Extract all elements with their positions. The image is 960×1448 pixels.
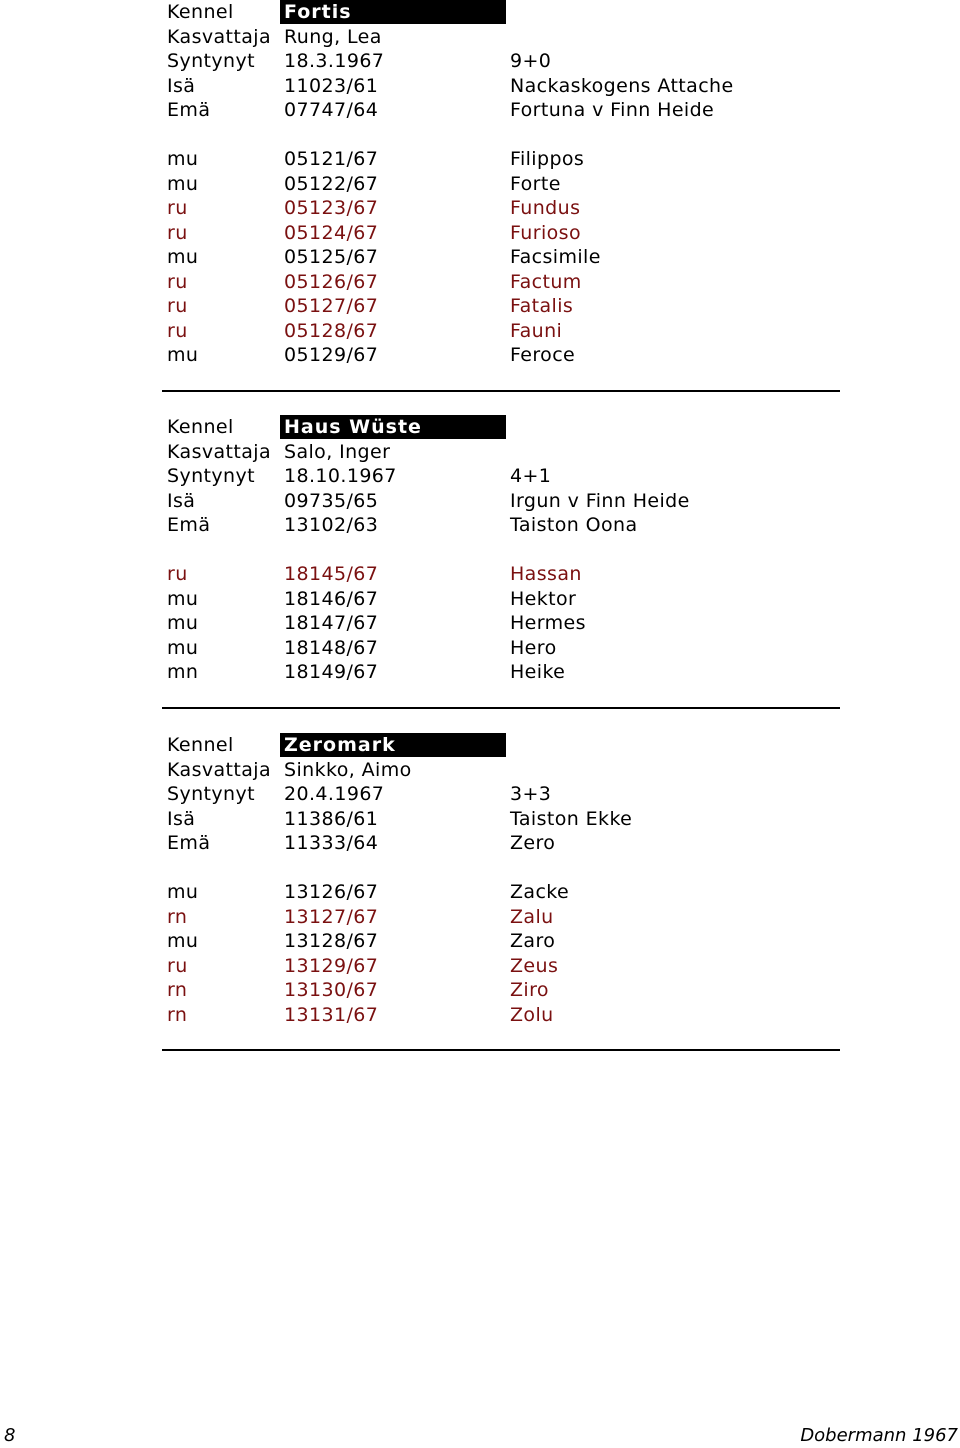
- dam-reg: 07747/64: [284, 99, 379, 121]
- pup-reg: 05128/67: [284, 319, 379, 342]
- born-label: Syntynyt: [167, 783, 255, 805]
- pup-row: [167, 978, 840, 1003]
- dam-row: [167, 98, 840, 123]
- pup-color: mu: [167, 930, 199, 952]
- pup-row: [167, 880, 840, 905]
- pup-row: [167, 562, 840, 587]
- kennel-label: Kennel: [167, 416, 234, 438]
- kennel-row: [167, 733, 840, 758]
- pup-color: mu: [167, 612, 199, 634]
- sire-reg: 09735/65: [284, 489, 379, 512]
- pup-reg: 13127/67: [284, 905, 379, 928]
- dam-label: Emä: [167, 514, 211, 536]
- dam-label: Emä: [167, 99, 211, 121]
- breeder-name: Salo, Inger: [284, 440, 391, 463]
- pup-row: [167, 660, 840, 685]
- born-date: 20.4.1967: [284, 783, 385, 805]
- sire-label: Isä: [167, 74, 196, 97]
- pup-row: [167, 929, 840, 954]
- litter-fortis: [167, 0, 840, 368]
- dam-name: Zero: [510, 832, 556, 854]
- spacer: [167, 538, 840, 563]
- pup-reg: 13128/67: [284, 930, 379, 952]
- pup-name: Zolu: [510, 1003, 554, 1026]
- born-row: [167, 464, 840, 489]
- dam-reg: 13102/63: [284, 514, 379, 536]
- sire-label: Isä: [167, 807, 196, 830]
- sire-row: [167, 74, 840, 99]
- breeder-row: [167, 758, 840, 783]
- pup-name: Zacke: [510, 881, 570, 903]
- born-row: [167, 49, 840, 74]
- breeder-label: Kasvattaja: [167, 440, 272, 463]
- pup-name: Ziro: [510, 979, 549, 1001]
- pup-reg: 05122/67: [284, 172, 379, 195]
- dam-reg: 11333/64: [284, 832, 379, 854]
- pup-row: [167, 245, 840, 270]
- dam-row: [167, 513, 840, 538]
- pup-row: [167, 587, 840, 612]
- pup-name: Hektor: [510, 587, 577, 610]
- section-rule: [162, 390, 840, 392]
- kennel-label: Kennel: [167, 1, 234, 23]
- spacer: [167, 123, 840, 148]
- pup-color: mu: [167, 636, 199, 659]
- pup-color: ru: [167, 221, 188, 244]
- pup-name: Furioso: [510, 221, 581, 244]
- pup-row: [167, 196, 840, 221]
- pup-reg: 05127/67: [284, 295, 379, 317]
- pup-reg: 05125/67: [284, 246, 379, 268]
- footer-title: Dobermann 1967: [800, 1425, 958, 1446]
- pup-name: Heike: [510, 661, 566, 683]
- pup-row: [167, 1003, 840, 1028]
- breeder-row: [167, 25, 840, 50]
- pup-color: rn: [167, 1003, 188, 1026]
- pup-reg: 18148/67: [284, 636, 379, 659]
- breeder-name: Sinkko, Aimo: [284, 758, 412, 781]
- pup-color: ru: [167, 563, 188, 585]
- litter-count: 3+3: [510, 783, 552, 805]
- pup-row: [167, 270, 840, 295]
- pup-row: [167, 611, 840, 636]
- pup-name: Zaro: [510, 930, 556, 952]
- kennel-name: Fortis: [280, 0, 506, 24]
- sire-reg: 11386/61: [284, 807, 379, 830]
- kennel-name: Zeromark: [280, 733, 506, 757]
- pup-color: ru: [167, 197, 188, 219]
- pup-row: [167, 343, 840, 368]
- section-rule: [162, 1049, 840, 1051]
- born-row: [167, 782, 840, 807]
- pup-row: [167, 172, 840, 197]
- pup-color: mu: [167, 246, 199, 268]
- pup-color: mu: [167, 172, 199, 195]
- pup-name: Feroce: [510, 344, 576, 366]
- pup-name: Factum: [510, 270, 582, 293]
- dam-name: Fortuna v Finn Heide: [510, 99, 715, 121]
- pup-color: rn: [167, 979, 188, 1001]
- pup-color: mn: [167, 661, 199, 683]
- sire-reg: 11023/61: [284, 74, 379, 97]
- kennel-label: Kennel: [167, 734, 234, 756]
- pup-reg: 05123/67: [284, 197, 379, 219]
- pup-name: Zalu: [510, 905, 554, 928]
- pup-row: [167, 636, 840, 661]
- sire-name: Irgun v Finn Heide: [510, 489, 690, 512]
- pup-reg: 13126/67: [284, 881, 379, 903]
- dam-row: [167, 831, 840, 856]
- sire-row: [167, 807, 840, 832]
- litter-haus-wuste: [167, 415, 840, 685]
- pup-row: [167, 221, 840, 246]
- pup-reg: 18149/67: [284, 661, 379, 683]
- pup-reg: 18145/67: [284, 563, 379, 585]
- pup-reg: 18146/67: [284, 587, 379, 610]
- pup-color: rn: [167, 905, 188, 928]
- pup-name: Zeus: [510, 954, 559, 977]
- pup-name: Hassan: [510, 563, 582, 585]
- kennel-row: [167, 0, 840, 25]
- pup-name: Fauni: [510, 319, 563, 342]
- pup-color: ru: [167, 270, 188, 293]
- pup-row: [167, 954, 840, 979]
- footer-page-number: 8: [4, 1425, 16, 1446]
- sire-label: Isä: [167, 489, 196, 512]
- pup-color: mu: [167, 148, 199, 170]
- litter-count: 9+0: [510, 50, 552, 72]
- kennel-row: [167, 415, 840, 440]
- pup-name: Facsimile: [510, 246, 601, 268]
- pup-color: ru: [167, 319, 188, 342]
- kennel-name: Haus Wüste: [280, 415, 506, 439]
- pup-color: ru: [167, 295, 188, 317]
- breeder-label: Kasvattaja: [167, 758, 272, 781]
- pup-row: [167, 905, 840, 930]
- born-date: 18.3.1967: [284, 50, 385, 72]
- pup-name: Forte: [510, 172, 561, 195]
- born-label: Syntynyt: [167, 465, 255, 487]
- breeder-label: Kasvattaja: [167, 25, 272, 48]
- pup-reg: 05126/67: [284, 270, 379, 293]
- breeder-row: [167, 440, 840, 465]
- pup-color: mu: [167, 587, 199, 610]
- born-date: 18.10.1967: [284, 465, 397, 487]
- sire-row: [167, 489, 840, 514]
- litter-zeromark: [167, 733, 840, 1027]
- pup-reg: 13130/67: [284, 979, 379, 1001]
- pup-color: mu: [167, 344, 199, 366]
- sire-name: Taiston Ekke: [510, 807, 633, 830]
- pup-row: [167, 147, 840, 172]
- pup-reg: 18147/67: [284, 612, 379, 634]
- section-rule: [162, 707, 840, 709]
- spacer: [167, 856, 840, 881]
- pup-name: Fundus: [510, 197, 581, 219]
- pup-row: [167, 319, 840, 344]
- pup-color: mu: [167, 881, 199, 903]
- dam-label: Emä: [167, 832, 211, 854]
- pup-reg: 13131/67: [284, 1003, 379, 1026]
- pup-reg: 13129/67: [284, 954, 379, 977]
- litter-count: 4+1: [510, 465, 552, 487]
- dam-name: Taiston Oona: [510, 514, 638, 536]
- pup-name: Filippos: [510, 148, 585, 170]
- pup-reg: 05121/67: [284, 148, 379, 170]
- pup-reg: 05129/67: [284, 344, 379, 366]
- pup-name: Hermes: [510, 612, 586, 634]
- pup-name: Hero: [510, 636, 557, 659]
- born-label: Syntynyt: [167, 50, 255, 72]
- pup-color: ru: [167, 954, 188, 977]
- breeder-name: Rung, Lea: [284, 25, 382, 48]
- pup-row: [167, 294, 840, 319]
- pup-reg: 05124/67: [284, 221, 379, 244]
- sire-name: Nackaskogens Attache: [510, 74, 734, 97]
- pup-name: Fatalis: [510, 295, 574, 317]
